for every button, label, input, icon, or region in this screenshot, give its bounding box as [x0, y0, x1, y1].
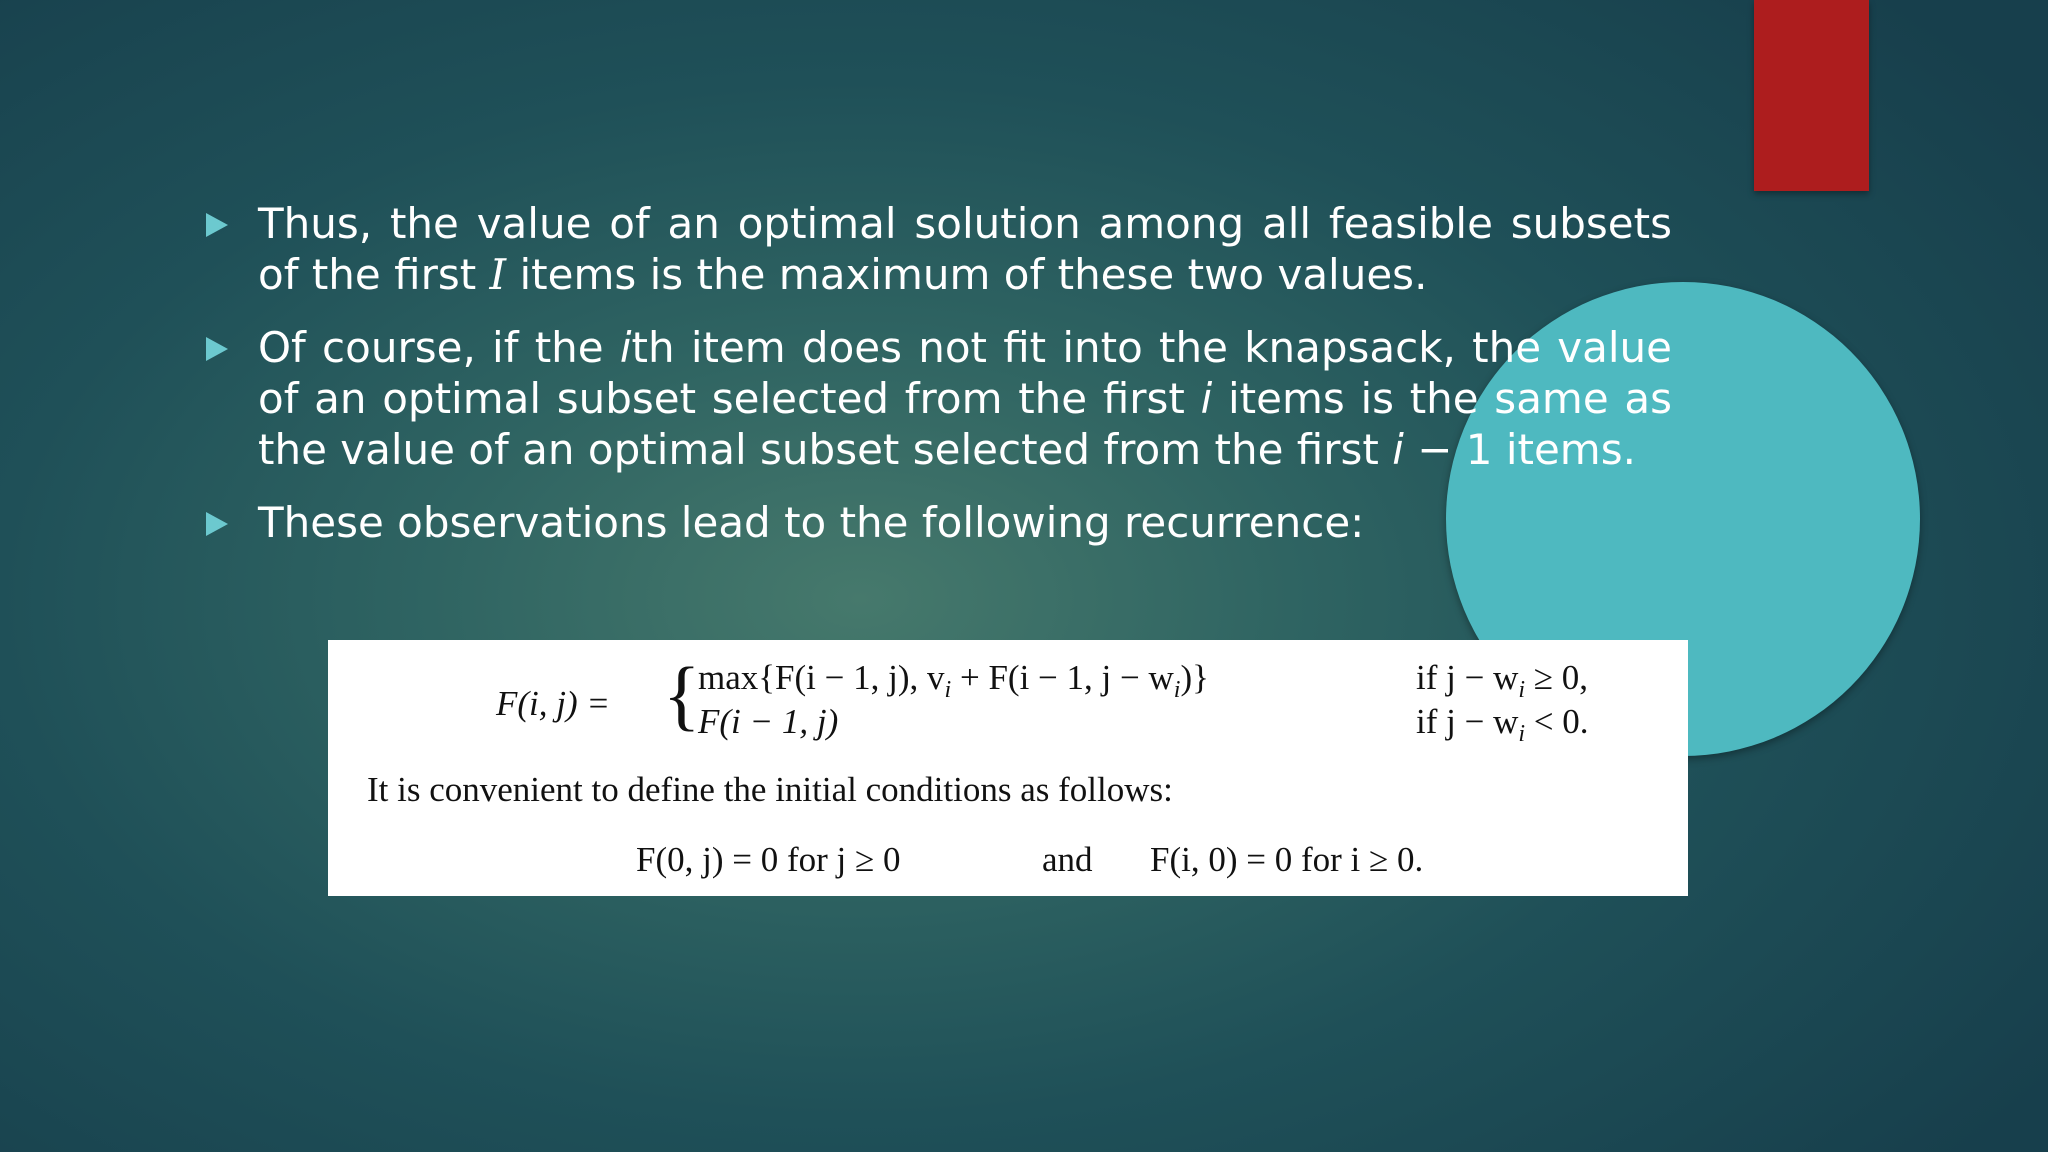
and-word: and — [1042, 840, 1093, 879]
initial-condition-a: F(0, j) = 0 for j ≥ 0 — [636, 840, 901, 879]
left-brace: { — [663, 651, 701, 738]
bullet-list — [200, 198, 1672, 570]
recurrence-lhs: F(i, j) = — [496, 684, 611, 723]
initial-condition-b: F(i, 0) = 0 for i ≥ 0. — [1150, 840, 1424, 879]
bullet-item-3 — [200, 497, 1672, 548]
bullet-text: Of course, if the ith item does not fit into the knapsack, the value of an optimal subset selected from the first i items is the same as the value of an optimal subset selected from the first i − 1 items. — [258, 323, 1672, 474]
bullet-item-1 — [200, 198, 1672, 300]
case-1-condition: if $j - w_i \ge 0$, — [1416, 658, 1589, 703]
bullet-text: These observations lead to the following recurrence: — [258, 498, 1365, 547]
bullet-text: Thus, the value of an optimal solution among all feasible subsets of the first I items is the maximum of these two values. — [258, 199, 1672, 299]
initial-conditions-sentence: It is convenient to define the initial conditions as follows: — [367, 770, 1173, 809]
recurrence-formula-image — [328, 640, 1688, 896]
triangle-bullet-icon — [206, 512, 228, 536]
bullet-item-2 — [200, 322, 1672, 475]
red-accent-bar — [1754, 0, 1869, 191]
case-1-expression: max{F(i − 1, j), $v_i + F(i - 1$, $j - w_i$)} — [698, 658, 1209, 703]
case-2-expression: F(i − 1, j) — [698, 702, 839, 741]
triangle-bullet-icon — [206, 213, 228, 237]
case-2-condition: if $j - w_i < 0$. — [1416, 702, 1589, 747]
triangle-bullet-icon — [206, 337, 228, 361]
